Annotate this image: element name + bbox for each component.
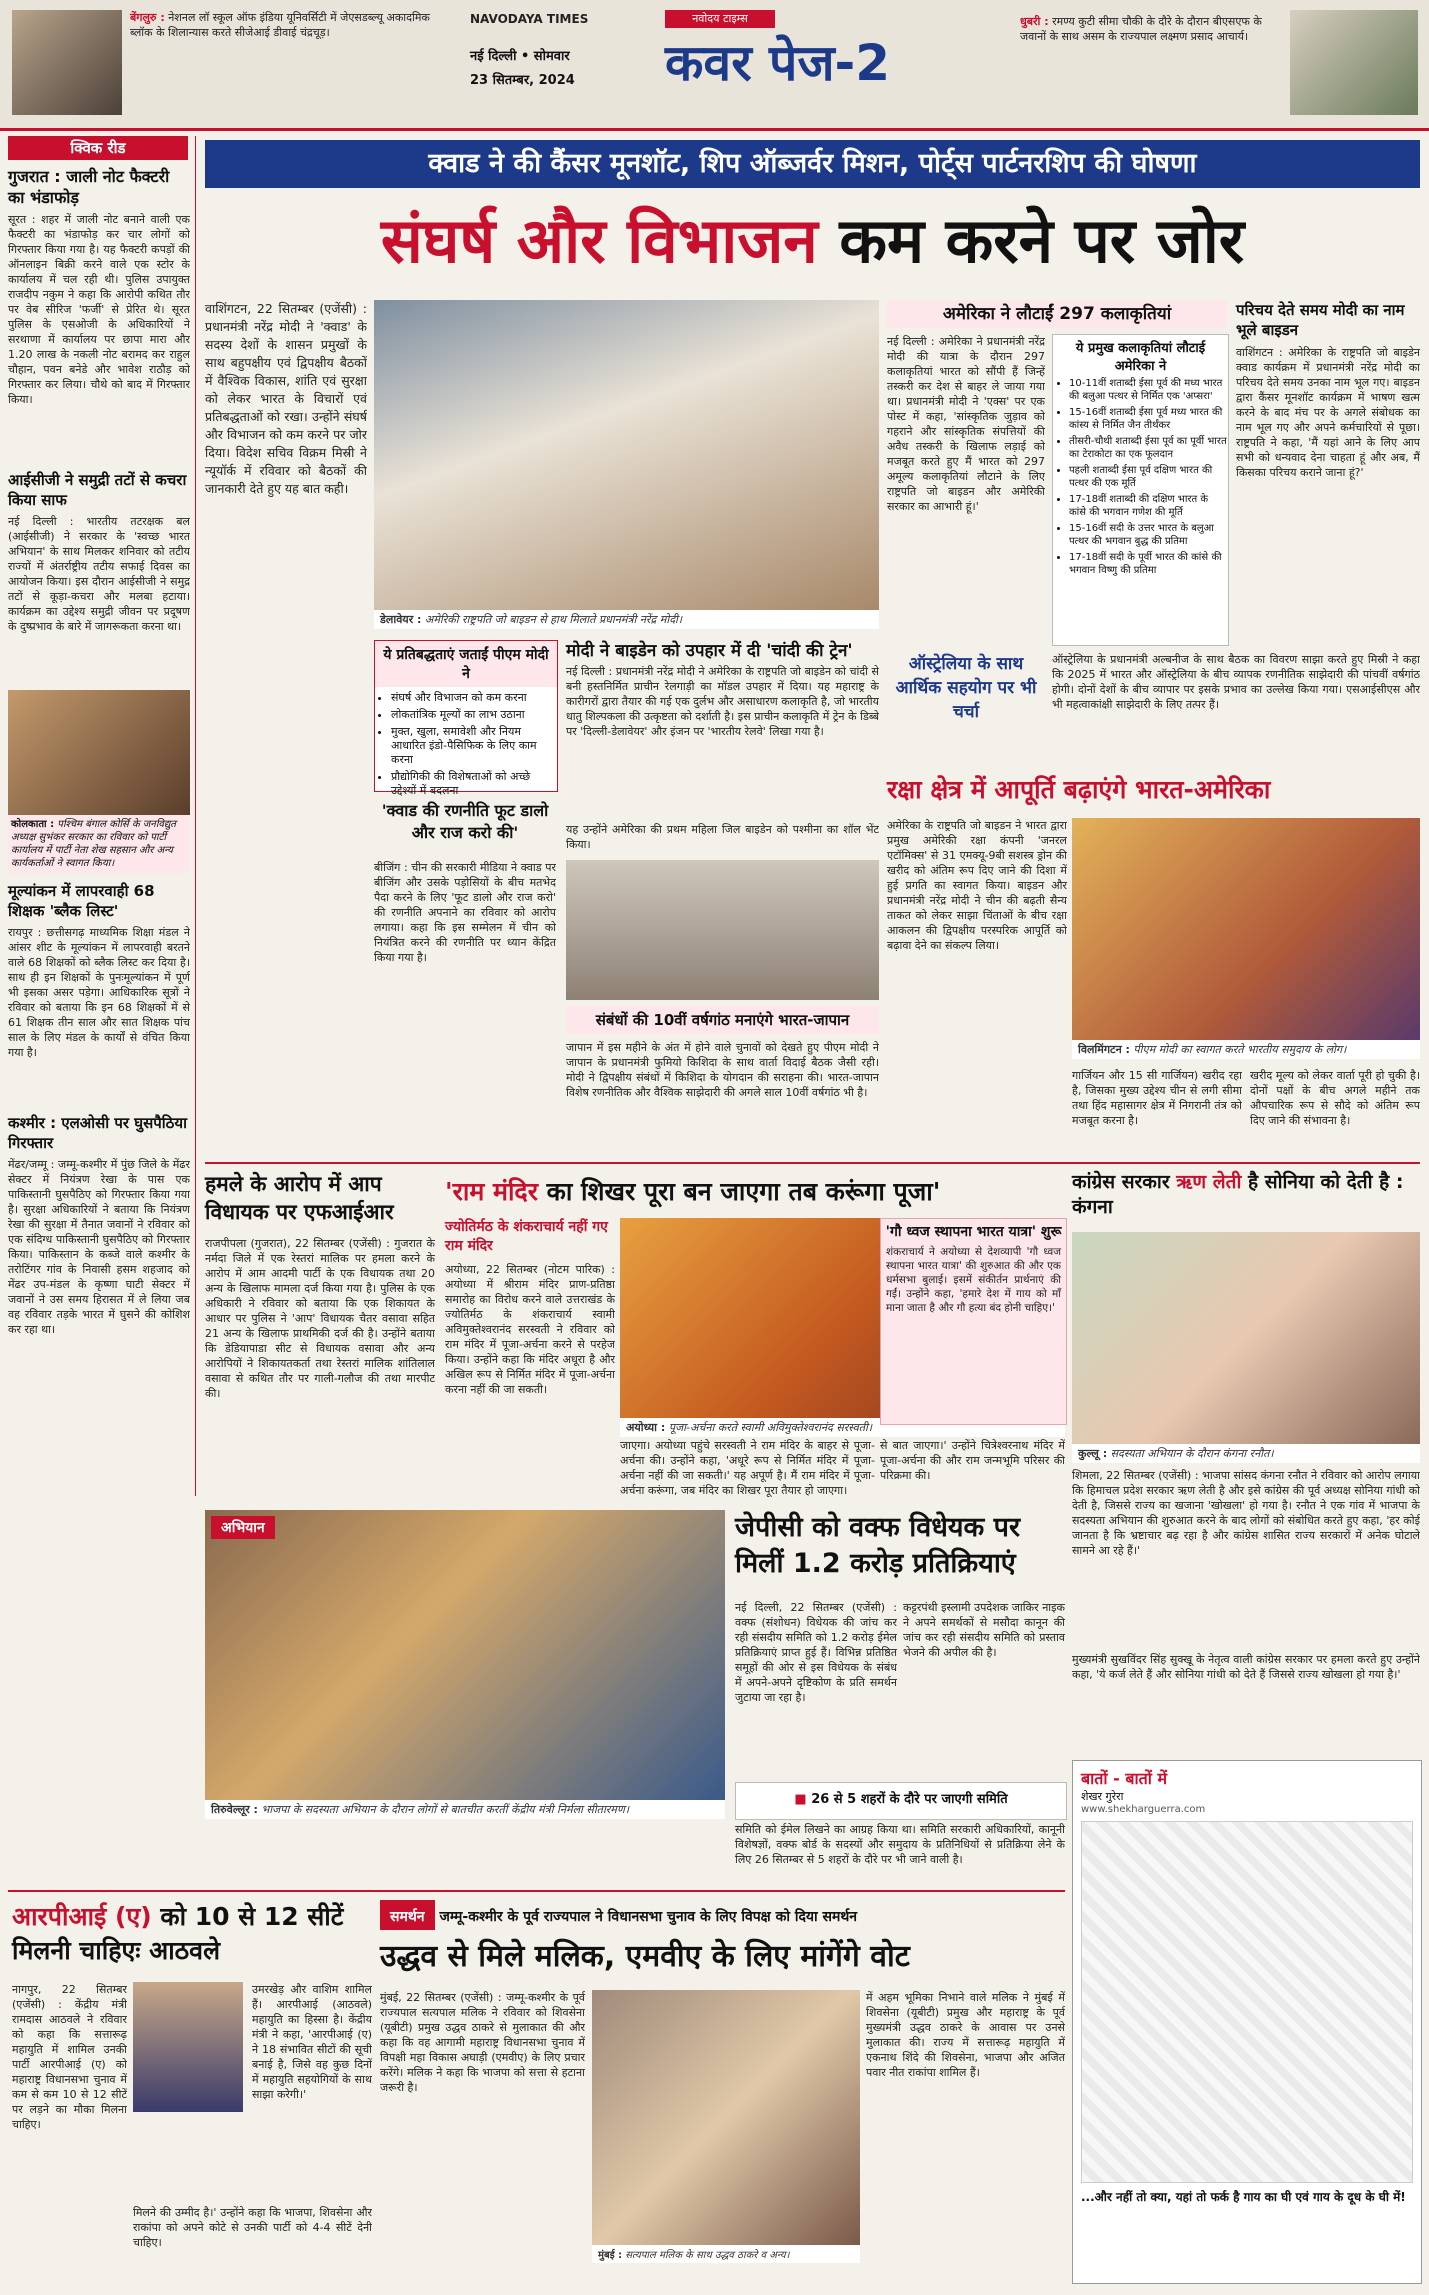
section-divider-2: [8, 1890, 1065, 1892]
athawale-title-rest: को 10 से 12 सीटें मिलनी चाहिएः आठवले: [12, 1902, 344, 1965]
masthead: [0, 0, 1429, 131]
artefact-item: • 17-18वीं शताब्दी की दक्षिण भारत के कांसे की भगवान गणेश की मूर्ति: [1069, 493, 1228, 519]
ram-title: [445, 1172, 1065, 1212]
defence-purchase-body: गार्जियन और 15 सी गार्जियन) खरीद रहा है, जिसका मुख्य उद्देश्य चीन से लगी सीमा तथा हिंद महासागर क्षेत्र में निगरानी तंत्र को मजबूत करना है।: [1072, 1069, 1242, 1127]
lead-photo-caption-place: डेलावेयर :: [380, 613, 422, 626]
artefact-item: • 10-11वीं शताब्दी ईसा पूर्व की मध्य भारत की बलुआ पत्थर से निर्मित एक 'अप्सरा': [1069, 377, 1228, 403]
page-title: कवर पेज-2: [665, 34, 891, 92]
kangana-title: [1072, 1170, 1420, 1220]
artefact-item: • पहली शताब्दी ईसा पूर्व दक्षिण भारत की पत्थर की एक मूर्ति: [1069, 464, 1228, 490]
ram-box: [880, 1218, 1067, 1425]
ram-title-rest: का शिखर पूरा बन जाएगा तब करूंगा पूजा': [546, 1177, 941, 1206]
quick-read-story-3-title: मूल्यांकन में लापरवाही 68 शिक्षक 'ब्लैक लिस्ट': [8, 882, 155, 920]
biden-name-body: वाशिंगटन : अमेरिका के राष्ट्रपति जो बाइडेन क्वाड कार्यक्रम में प्रधानमंत्री नरेंद्र मोदी का परिचय देते समय उनका नाम भूल गए। बाइडन द्वारा कैंसर मूनशॉट कार्यक्रम में भाषण खत्म करने के बाद मंच पर के अगले संबोधक का नाम भूल गए और अपने कर्मचारियों से पूछा। राष्ट्रपति ने कहा, 'मैं यहां आने के लिए आप सभी को धन्यवाद देना चाहता हूं और अब, मैं किसका परिचय कराने जाना हूं?': [1236, 346, 1420, 479]
ram-sub: ज्योतिर्मठ के शंकराचार्य नहीं गए राम मंदिर: [445, 1219, 608, 1254]
lead-headline: [205, 196, 1420, 286]
train-photo: [566, 860, 879, 1000]
commitments-box-title: ये प्रतिबद्धताएं जताईं पीएम मोदी ने: [375, 641, 557, 687]
waqf-box-bullet: ■: [794, 1792, 807, 1807]
commitments-box: [374, 640, 558, 797]
uddhav-photo: [592, 1990, 860, 2245]
section-divider: [205, 1162, 1420, 1164]
waqf-title: जेपीसी को वक्फ विधेयक पर मिलीं 1.2 करोड़ प्रतिक्रियाएं: [735, 1512, 1021, 1579]
kangana-photo-caption-place: कुल्लू :: [1078, 1447, 1108, 1460]
waqf-body: नई दिल्ली, 22 सितम्बर (एजेंसी) : वक्फ (संशोधन) विधेयक की जांच कर रही संसदीय समिति को 1.2 करोड़ ईमेल प्रतिक्रियाएं प्राप्त हुई हैं। विभिन्न प्रतिष्ठित समूहों की ओर से इस विधेयक के संबंध में अपने-अपने दृष्टिकोण के प्रति समर्थन जुटाया जा रहा है।: [735, 1601, 897, 1704]
waqf-photo: [205, 1510, 725, 1800]
quick-read-story-4-title: कश्मीर : एलओसी पर घुसपैठिया गिरफ्तार: [8, 1114, 187, 1152]
kangana-photo-caption: [1072, 1444, 1420, 1463]
mla-body: राजपीपला (गुजरात), 22 सितम्बर (एजेंसी) : गुजरात के नर्मदा जिले में एक रेस्तरां मालिक पर हमला करने के आरोप में आम आदमी पार्टी के एक विधायक तथा 20 अन्य के खिलाफ मामला दर्ज किया गया है। पुलिस के एक अधिकारी ने रविवार को बताया कि एक शिकायत के आधार पर पुलिस ने 'आप' विधायक चैतर वसावा सहित 21 अन्य के खिलाफ प्राथमिकी दर्ज की है। उन्होंने बताया कि डेडियापाडा सीट से विधायक वसावा और अन्य आरोपियों ने शिकायतकर्ता तथा रेस्तरां मालिक शांतिलाल वसावा से कथित तौर पर गाली-गलौज की तथा मारपीट की।: [205, 1237, 435, 1400]
ram-box-body: शंकराचार्य ने अयोध्या से देशव्यापी 'गौ ध्वज स्थापना भारत यात्रा' की शुरुआत की और एक धर्मसभा बुलाई। इसमें संकीर्तन प्रार्थनाएं की गईं। उन्होंने कहा, 'हमारे देश में गाय को माँ माना जाता है और गौ हत्या बंद होनी चाहिए।': [886, 1246, 1061, 1314]
uddhav-badge: समर्थन: [380, 1900, 435, 1930]
commitment-item: • संघर्ष और विभाजन को कम करना: [391, 691, 557, 705]
city-day: नई दिल्ली • सोमवार: [470, 49, 570, 64]
right-teaser: [1020, 14, 1280, 114]
waqf-box-title: 26 से 5 शहरों के दौरे पर जाएगी समिति: [811, 1792, 1008, 1807]
uddhav-photo-caption-place: मुंबई :: [598, 2250, 623, 2261]
quick-read-story-2-title: आईसीजी ने समुद्री तटों से कचरा किया साफ: [8, 471, 187, 509]
commitment-item: • प्रौद्योगिकी की विशेषताओं को अच्छे उद्देश्यों में बदलना: [391, 770, 557, 798]
lead-photo: [374, 300, 879, 610]
left-teaser-text: नेशनल लॉ स्कूल ऑफ इंडिया यूनिवर्सिटी में जेएसडब्ल्यू अकादमिक ब्लॉक के शिलान्यास करते सीजेआई डीवाई चंद्रचूड़।: [130, 11, 430, 39]
cartoon-artist: शेखर गुरेरा: [1081, 1790, 1124, 1803]
kangana-photo: [1072, 1232, 1420, 1444]
lead-headline-black: कम करने पर जोर: [839, 204, 1245, 277]
artefact-item: • 15-16वीं सदी के उत्तर भारत के बलुआ पत्थर की भगवान बुद्ध की प्रतिमा: [1069, 522, 1228, 548]
defence-photo-caption-place: विलमिंगटन :: [1078, 1043, 1130, 1056]
japan-body: जापान में इस महीने के अंत में होने वाले चुनावों को देखते हुए पीएम मोदी ने जापान के प्रधानमंत्री फुमियो किशिदा के साथ वार्ता विदाई बैठक जैसी रही। मोदी ने द्विपक्षीय संबंधों में किशिदा के योगदान की सराहना की। भारत-जापान विशेष रणनीतिक और वैश्विक साझेदारी की अगले साल 10वीं वर्षगांठ भी है।: [566, 1041, 879, 1099]
china-quote: 'क्वाड की रणनीति फूट डालो और राज करो की': [381, 801, 549, 842]
uddhav-kicker-text: जम्मू-कश्मीर के पूर्व राज्यपाल ने विधानसभा चुनाव के लिए विपक्ष को दिया समर्थन: [439, 1909, 858, 1925]
ram-title-red: 'राम मंदिर: [445, 1177, 538, 1206]
cartoon-caption: ...और नहीं तो क्या, यहां तो फर्क है गाय का घी एवं गाय के दूध के घी में!: [1081, 2190, 1406, 2204]
athawale-title-red: आरपीआई (ए): [12, 1902, 152, 1931]
quick-read-story-3-body: रायपुर : छत्तीसगढ़ माध्यमिक शिक्षा मंडल ने आंसर शीट के मूल्यांकन में लापरवाही बरतने वाले 68 शिक्षकों को ब्लैक लिस्ट कर दिया है। साथ ही इन शिक्षकों के पुनःमूल्यांकन में पूर्ण भी इसका असर पड़ेगा। आधिकारिक सूत्रों ने रविवार को बताया कि इन 68 शिक्षकों में से 61 शिक्षक तीन साल और सात शिक्षक पांच साल के लिए मंडल के कार्यों से वंचित किया गया है।: [8, 926, 190, 1059]
ram-photo-caption-text: पूजा-अर्चना करते स्वामी अविमुक्तेश्वरानंद सरस्वती।: [668, 1421, 872, 1434]
train-body-2: यह उन्होंने अमेरिका की प्रथम महिला जिल बाइडेन को पश्मीना का शॉल भेंट किया।: [566, 823, 879, 851]
artefacts-body: नई दिल्ली : अमेरिका ने प्रधानमंत्री नरेंद्र मोदी की यात्रा के दौरान 297 कलाकृतियां भारत को सौंपी हैं जिन्हें तस्करी कर देश से बाहर ले जाया गया था। प्रधानमंत्री मोदी ने 'एक्स' पर एक पोस्ट में कहा, 'सांस्कृतिक जुड़ाव को गहराने और सांस्कृतिक संपत्तियों की अवैध तस्करी के खिलाफ लड़ाई को मजबूत करते हुए मैं भारत को 297 अमूल्य कलाकृतियां लौटाने के लिए राष्ट्रपति जो बाइडन और अमेरिकी सरकार का आभारी हूं।': [887, 335, 1045, 513]
uddhav-body-2: में अहम भूमिका निभाने वाले मलिक ने मुंबई में शिवसेना (यूबीटी) प्रमुख और महाराष्ट्र के पूर्व मुख्यमंत्री उद्धव ठाकरे के आवास पर उनसे मुलाकात की। राज्य में सत्तारूढ़ महायुति में एकनाथ शिंदे की शिवसेना, भाजपा और अजित पवार नीत राकांपा शामिल हैं।: [866, 1991, 1065, 2079]
uddhav-title: उद्धव से मिले मलिक, एमवीए के लिए मांगेंगे वोट: [380, 1939, 910, 1974]
australia-body: ऑस्ट्रेलिया के प्रधानमंत्री अल्बनीज के साथ बैठक का विवरण साझा करते हुए मिस्री ने कहा कि 2025 में भारत और ऑस्ट्रेलिया के बीच व्यापक रणनीतिक साझेदारी की पांचवीं वर्षगांठ होगी। दोनों देशों के बीच व्यापार पर इसके प्रभाव का उल्लेख किया गया। एसआईसीएस और भी महत्वाकांक्षी साझेदारी के लिए तत्पर हैं।: [1052, 653, 1420, 711]
athawale-body-3: मिलने की उम्मीद है।' उन्होंने कहा कि भाजपा, शिवसेना और राकांपा को अपने कोटे से उनकी पार्टी को 4-4 सीटें देनी चाहिए।: [133, 2206, 372, 2249]
left-teaser-photo: [12, 10, 122, 115]
artefact-item: • 17-18वीं सदी के पूर्वी भारत की कांसे की भगवान विष्णु की प्रतिमा: [1069, 551, 1228, 577]
kangana-body-2: मुख्यमंत्री सुखविंदर सिंह सुक्खू के नेतृत्व वाली कांग्रेस सरकार पर हमला करते हुए उन्होंने कहा, 'ये कर्ज लेते हैं और सोनिया गांधी को देते हैं जिससे राज्य खोखला हो गया है।': [1072, 1653, 1420, 1681]
defence-title: [887, 768, 1420, 812]
defence-photo-caption-text: पीएम मोदी का स्वागत करते भारतीय समुदाय के लोग।: [1133, 1043, 1347, 1056]
cartoon-panel: [1072, 1760, 1422, 2284]
waqf-box: [735, 1782, 1067, 1820]
biden-name-title: परिचय देते समय मोदी का नाम भूले बाइडन: [1236, 301, 1405, 339]
ram-box-body-2: से बात जाएगा।' उन्होंने चित्रेश्वरनाथ मंदिर में पूजा-अर्चना की और राम जन्मभूमि परिसर की परिक्रमा की।: [880, 1439, 1065, 1482]
commitments-list: [375, 691, 557, 798]
uddhav-kicker: [380, 1900, 1065, 1930]
cartoon-site: www.shekharguerra.com: [1081, 1804, 1206, 1815]
quick-read-photo: [8, 690, 190, 815]
ram-body: अयोध्या, 22 सितम्बर (नोटम पारिक) : अयोध्या में श्रीराम मंदिर प्राण-प्रतिष्ठा समारोह का विरोध करने वाले उत्तराखंड के ज्योतिर्मठ के शंकराचार्य स्वामी अविमुक्तेश्वरानंद सरस्वती ने रविवार को राम मंदिर में पूजा-अर्चना करने से परहेज किया। उन्होंने कहा कि मंदिर अधूरा है और अखिल रूप से निर्मित मंदिर में पूजा-अर्चना करना नहीं की जा सकती।: [445, 1263, 615, 1396]
commitment-item: • मुक्त, खुला, समावेशी और नियम आधारित इंडो-पैसिफिक के लिए काम करना: [391, 725, 557, 767]
mla-title: हमले के आरोप में आप विधायक पर एफआईआर: [205, 1172, 394, 1224]
train-title: मोदी ने बाइडेन को उपहार में दी 'चांदी की ट्रेन': [566, 641, 853, 661]
defence-photo-caption: [1072, 1040, 1420, 1059]
defence-purchase-body-2: खरीद मूल्य को लेकर वार्ता पूरी हो चुकी है। दोनों पक्षों के बीच अगले महीने तक औपचारिक रूप से सौदे को अंतिम रूप दिए जाने की संभावना है।: [1250, 1069, 1420, 1127]
quick-read-story-4-body: मेंढर/जम्मू : जम्मू-कश्मीर में पुंछ जिले के मेंढर सेक्टर में नियंत्रण रेखा के पास एक पाकिस्तानी घुसपैठिए को गिरफ्तार किया गया है। सुरक्षा अधिकारियों ने बताया कि नियंत्रण रेखा की सुरक्षा में तैनात जवानों ने रविवार को एक संदिग्ध पाकिस्तानी घुसपैठिए को गिरफ्तार किया। पाकिस्तान के कब्जे वाले कश्मीर के तरोटिंगर गांव के निवासी हसम शहजाद को मेंढर उप-मंडल के कृष्णा घाटी सेक्टर में जवानों ने उस समय हिरासत में ले लिया जब वह रविवार तड़के भारत में घुसने की कोशिश कर रहा था।: [8, 1158, 190, 1336]
cartoon-drawing: [1081, 1821, 1413, 2183]
waqf-photo-caption-text: भाजपा के सदस्यता अभियान के दौरान लोगों से बातचीत करतीं केंद्रीय मंत्री निर्मला सीतारमण।: [261, 1803, 629, 1816]
train-body: नई दिल्ली : प्रधानमंत्री नरेंद्र मोदी ने अमेरिका के राष्ट्रपति जो बाइडेन को चांदी से बनी हस्तनिर्मित प्राचीन रेलगाड़ी का मॉडल उपहार में दिया। यह महाराष्ट्र के कारीगरों द्वारा तैयार की गई एक दुर्लभ और असाधारण कलाकृति है, जो भारतीय धातु शिल्पकला की उत्कृष्टता को दर्शाती है। इस प्राचीन कलाकृति में ट्रेन के डिब्बे पर 'दिल्ली-डेलावेयर' और इंजन पर 'भारतीय रेलवे' लिखा गया है।: [566, 665, 879, 738]
australia-title: ऑस्ट्रेलिया के साथ आर्थिक सहयोग पर भी चर्चा: [895, 654, 1037, 722]
artefacts-title: अमेरिका ने लौटाईं 297 कलाकृतियां: [887, 300, 1227, 328]
waqf-photo-caption: [205, 1800, 725, 1819]
quick-read-label: क्विक रीड: [8, 136, 188, 160]
issue-date: 23 सितम्बर, 2024: [470, 73, 575, 88]
artefacts-list: [1053, 377, 1228, 577]
quick-read-caption-text: पश्चिम बंगाल कोर्सि के जनविद्युत अध्यक्ष सुभंकर सरकार का रविवार को पार्टी कार्यालय में पार्टी नेता शेख सहसान और अन्य कार्यकर्ताओं ने स्वागत किया।: [11, 819, 176, 869]
left-teaser: [130, 10, 450, 120]
waqf-body-3: समिति को ईमेल लिखने का आग्रह किया था। समिति सरकारी अधिकारियों, कानूनी विशेषज्ञों, वक्फ बोर्ड के सदस्यों और समुदाय के प्रतिनिधियों से प्रतिक्रिया लेने के लिए 26 सितम्बर से 5 शहरों के दौरे पर भी जाने वाली है।: [735, 1823, 1065, 1866]
artefact-item: • 15-16वीं शताब्दी ईसा पूर्व मध्य भारत की कांस्य से निर्मित जैन तीर्थंकर: [1069, 406, 1228, 432]
commitment-item: • लोकतांत्रिक मूल्यों का लाभ उठाना: [391, 708, 557, 722]
lead-photo-caption-text: अमेरिकी राष्ट्रपति जो बाइडन से हाथ मिलाते प्रधानमंत्री नरेंद्र मोदी।: [424, 613, 683, 626]
ram-box-title: 'गौ ध्वज स्थापना भारत यात्रा' शुरू: [885, 1224, 1062, 1240]
lead-column-1: वाशिंगटन, 22 सितम्बर (एजेंसी) : प्रधानमंत्री नरेंद्र मोदी ने 'क्वाड' के सदस्य देशों के शासन प्रमुखों के साथ बहुपक्षीय एवं द्विपक्षीय बैठकों में वैश्विक विकास, शांति एवं सुरक्षा को लेकर भारत के विचारों एवं प्रतिबद्धताओं को रखा। उन्होंने संघर्ष और विभाजन को कम करने पर जोर दिया। विदेश सचिव विक्रम मिस्री ने न्यूयॉर्क में रविवार को बैठकों की जानकारी देते हुए यह बात कही।: [205, 301, 367, 496]
athawale-title: [12, 1900, 372, 1968]
quick-read-story-1-title: गुजरात : जाली नोट फैक्टरी का भंडाफोड़: [8, 167, 170, 207]
japan-title: संबंधों की 10वीं वर्षगांठ मनाएंगे भारत-जापान: [566, 1006, 879, 1034]
quick-read-caption: [8, 815, 190, 873]
quick-read-story-2-body: नई दिल्ली : भारतीय तटरक्षक बल (आईसीजी) ने सरकार के 'स्वच्छ भारत अभियान' के साथ मिलकर शनिवार को तटीय राज्यों में अंतर्राष्ट्रीय तटीय सफाई दिवस का आयोजन किया। इस दौरान आईसीजी ने समुद्र तटों से कूड़ा-कचरा और मलबा हटाया। कार्यक्रम का उद्देश्य समुद्री जीवन पर प्रदूषण के दुष्प्रभाव के बारे में जागरूकता करना था।: [8, 515, 190, 633]
waqf-badge: अभियान: [211, 1516, 275, 1539]
defence-photo: [1072, 818, 1420, 1040]
uddhav-photo-caption-text: सत्यपाल मलिक के साथ उद्धव ठाकरे व अन्य।: [625, 2250, 790, 2261]
column-divider: [195, 136, 196, 1496]
artefacts-list-title: ये प्रमुख कलाकृतियां लौटाई अमेरिका ने: [1075, 341, 1206, 374]
kangana-body: शिमला, 22 सितम्बर (एजेंसी) : भाजपा सांसद कंगना रनौत ने रविवार को आरोप लगाया कि हिमाचल प्रदेश सरकार ऋण लेती है और इसे कांग्रेस की पूर्व अध्यक्ष सोनिया गांधी को देती है, जिससे राज्य का खजाना 'खोखला' हो गया है। रनौत ने एक गांव में भाजपा के सदस्यता अभियान की शुरुआत करने के बाद लोगों को संबोधित करते हुए कहा, 'हर कोई जानता है कि भ्रष्टाचार बढ़ रहा है और कांग्रेस शासित राज्य सरकारों में अनेक घोटाले सामने आ रहे हैं।': [1072, 1469, 1420, 1557]
uddhav-body: मुंबई, 22 सितम्बर (एजेंसी) : जम्मू-कश्मीर के पूर्व राज्यपाल सत्यपाल मलिक ने रविवार को शिवसेना (यूबीटी) प्रमुख उद्धव ठाकरे से मुलाकात की और कहा कि वह आगामी महाराष्ट्र विधानसभा चुनाव में विपक्षी महा विकास अघाड़ी (एमवीए) के लिए प्रचार करेंगे। मलिक ने कहा कि भाजपा को सत्ता से हटाना जरूरी है।: [380, 1991, 585, 2094]
right-teaser-text: रमण्य कुटी सीमा चौकी के दौरे के दौरान बीएसएफ के जवानों के साथ असम के राज्यपाल लक्ष्मण प्रसाद आचार्य।: [1020, 15, 1262, 43]
athawale-photo: [133, 1982, 243, 2112]
waqf-body-2: कट्टरपंथी इस्लामी उपदेशक जाकिर नाइक ने अपने समर्थकों से मसौदा कानून की जांच कर रही संसदीय समिति को प्रस्ताव भेजने की अपील की है।: [903, 1601, 1065, 1659]
quick-read-column: [8, 136, 190, 1496]
kangana-title-pre: कांग्रेस सरकार: [1072, 1171, 1170, 1193]
left-teaser-place: बेंगलुरु :: [130, 11, 165, 24]
waqf-photo-caption-place: तिरुवेल्लूर :: [211, 1803, 258, 1816]
quick-read-story-1-body: सूरत : शहर में जाली नोट बनाने वाली एक फैक्टरी का भंडाफोड़ कर चार लोगों को गिरफ्तार किया गया है। यह फैक्टरी कपड़ों की ऑनलाइन बिक्री करने वाले एक स्टोर के कार्यालय में चल रही थी। पुलिस उपायुक्त राजदीप नकुम ने कहा कि आरोपी कथित तौर पर वेब सीरिज 'फर्जी' से प्रेरित थे। सूरत पुलिस के एसओजी के अधिकारियों ने सरथाणा में कार्यालय पर छापा मारा और 1.20 लाख के नकली नोट बरामद कर राहुल चौहान, पवन बनेडे और भावेश राठौड़ को गिरफ्तार कर लिया। चौथे को बाद में गिरफ्तार किया।: [8, 213, 190, 406]
paper-name: NAVODAYA TIMES: [470, 12, 589, 26]
ram-photo-caption-place: अयोध्या :: [626, 1421, 666, 1434]
defence-body: अमेरिका के राष्ट्रपति जो बाइडन ने भारत द्वारा प्रमुख अमेरिकी रक्षा कंपनी 'जनरल एटॉमिक्स' से 31 एमक्यू-9बी सशस्त्र ड्रोन की खरीद को अंतिम रूप दिए जाने की दिशा में हुई प्रगति का स्वागत किया। बाइडन और प्रधानमंत्री नरेंद्र मोदी ने चीन की बढ़ती सैन्य ताकत को लेकर साझा चिंताओं के बीच रक्षा आकलन की द्विपक्षीय परस्परिक आपूर्ति को बढ़ावा देने का संकल्प लिया।: [887, 819, 1067, 952]
defence-title-text: रक्षा क्षेत्र में आपूर्ति बढ़ाएंगे भारत-अमेरिका: [887, 775, 1271, 804]
lead-photo-caption: [374, 610, 879, 629]
kangana-title-red: ऋण लेती: [1176, 1171, 1242, 1193]
right-teaser-place: धुबरी :: [1020, 15, 1049, 28]
kangana-photo-caption-text: सदस्यता अभियान के दौरान कंगना रनौत।: [1110, 1447, 1274, 1460]
brand-logo: नवोदय टाइम्स: [665, 10, 775, 28]
athawale-body: नागपुर, 22 सितम्बर (एजेंसी) : केंद्रीय मंत्री रामदास आठवले ने रविवार को कहा कि सत्तारूढ़ महायुति में शामिल उनकी पार्टी आरपीआई (ए) को महाराष्ट्र विधानसभा चुनाव में कम से कम 10 से 12 सीटें पर लड़ने का मौका मिलना चाहिए।: [12, 1983, 127, 2131]
china-body: बीजिंग : चीन की सरकारी मीडिया ने क्वाड पर बीजिंग और उसके पड़ोसियों के बीच मतभेद पैदा करने के लिए 'फूट डालो और राज करो' की रणनीति अपनाने का रविवार को आरोप लगाया। कहा कि इस सम्मेलन में चीन को नियंत्रित करने की रणनीति पर ध्यान केंद्रित किया गया है।: [374, 861, 556, 964]
artefacts-list-box: [1052, 334, 1229, 646]
right-teaser-photo: [1290, 10, 1418, 115]
athawale-body-2: उमरखेड़ और वाशिम शामिल हैं। आरपीआई (आठवले) महायुति का हिस्सा है। केंद्रीय मंत्री ने कहा, 'आरपीआई (ए) ने 18 संभावित सीटों की सूची बनाई है, जिसे वह कुछ दिनों में महायुति सहयोगियों के साथ साझा करेगी।': [252, 1983, 372, 2101]
cartoon-title: बातों - बातों में: [1081, 1769, 1168, 1788]
kangana-title-post: है सोनिया को देती है : कंगना: [1072, 1171, 1404, 1218]
uddhav-photo-caption: [592, 2245, 860, 2263]
lead-kicker: क्वाड ने की कैंसर मूनशॉट, शिप ऑब्जर्वर मिशन, पोर्ट्स पार्टनरशिप की घोषणा: [205, 140, 1420, 188]
artefact-item: • तीसरी-चौथी शताब्दी ईसा पूर्व का पूर्वी भारत का टेराकोटा का एक फूलदान: [1069, 435, 1228, 461]
quick-read-caption-place: कोलकाता :: [11, 819, 55, 830]
ram-body-2: जाएगा। अयोध्या पहुंचे सरस्वती ने राम मंदिर के बाहर से पूजा-अर्चना की। उन्होंने कहा, 'अधूरे रूप से निर्मित मंदिर में पूजा-अर्चना नहीं की जा सकती।' यह अपूर्ण है। मैं राम मंदिर में पूजा-अर्चना करूंगा, जब मंदिर का शिखर पूरा तैयार हो जाएगा।: [620, 1439, 875, 1497]
lead-headline-red: संघर्ष और विभाजन: [380, 204, 818, 277]
